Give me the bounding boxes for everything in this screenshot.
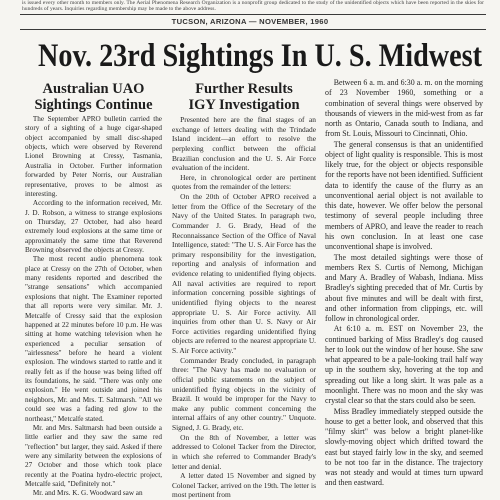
headline bbox=[0, 34, 500, 74]
paragraph: On the 8th of November, a letter was addressed to Colonel Tacker from the Director, in which she referred to Commander Brady's letter and denial. bbox=[172, 432, 316, 471]
article-body bbox=[25, 115, 162, 500]
paragraph: Mr. and Mrs. K. G. Woodward saw an bbox=[32, 489, 143, 498]
article-heading bbox=[25, 81, 162, 113]
paragraph: Commander Brady concluded, in paragraph three: "The Navy has made no evaluation or official public statements on the subject of unidentified flying objects in the vicinity of Brazil. It would be improper for the Navy to make any public comment concerning the internal affairs of any other country." Unquote. Signed, J. G. Brady, etc. bbox=[172, 355, 316, 432]
article-heading-line: Further Results bbox=[195, 81, 293, 97]
paragraph: Mr. and Mrs. Saltmarsh had been outside a little earlier and they saw the same red "reflection" but larger, they said. Asked if there were any similarity between the explosions of 27 October and those which took place recently at the Poatina hydro-electric project, Metcalfe said, "Definitely not." bbox=[25, 423, 162, 489]
dateline: TUCSON, ARIZONA — NOVEMBER, 1960 bbox=[171, 17, 329, 26]
paragraph: The most detailed sightings were those of members Rex S. Curtis of Nemong, Michigan and Mary A. Bradley of Wabash, Indiana. Miss Bradley's sighting preceded that of Mr. Curtis by about five minutes and will be dealt with first, and other information from clippings, etc. will follow in chronological order. bbox=[325, 252, 483, 324]
top-rule bbox=[20, 14, 486, 15]
article-body bbox=[172, 115, 316, 500]
headline-text: Nov. 23rd Sightings In U. S. Midwest bbox=[38, 38, 482, 74]
paragraph: On the 20th of October APRO received a letter from the Office of the Secretary of the Navy of the United States. In paragraph two, Commander J. G. Brady, Head of the Reconnaissance Section of the Office of Naval Intelligence, stated: "The U. S. Air Force has the primary responsibility for the investigation, reporting and analysis of information and evidence relating to unidentified flying objects. All naval activities are required to report information concerning possible sightings of unidentified flying objects to the nearest appropriate U. S. Air Force activity. All inquiries from other than U. S. Navy or Air Force activities regarding unidentified flying objects are referred to the nearest appropriate U. S. Air Force activity." bbox=[172, 192, 316, 355]
article-midwest-sightings bbox=[325, 78, 483, 498]
paragraph: At 6:10 a. m. EST on November 23, the continued barking of Miss Bradley's dog caused her to look out the window of her house. She saw what appeared to be a pale-looking trail half way up in the southern sky, hovering at the top and spreading out like a long skirt. It was pale as a moonlight. There was no moon and the sky was crystal clear so that the stars could also be seen. bbox=[325, 324, 483, 406]
article-body bbox=[325, 78, 483, 498]
article-australian-sightings bbox=[25, 81, 162, 500]
article-heading bbox=[172, 81, 316, 113]
article-heading-line: Australian UAO bbox=[42, 81, 145, 97]
paragraph: A letter dated 15 November and signed by Colonel Tacker, arrived on the 19th. The letter is most pertinent from bbox=[172, 471, 316, 500]
article-igy-investigation bbox=[172, 81, 316, 500]
paragraph: The September APRO bulletin carried the story of a sighting of a huge cigar-shaped object accompanied by small disc-shaped objects, which were observed by Reverend Lionel Browning at Cressy, Tasmania, Australia in October. Further information forwarded by Peter Norris, our Australian representative, proves to be almost as interesting. bbox=[25, 115, 162, 198]
article-heading-line: IGY Investigation bbox=[188, 97, 300, 113]
paragraph: Here, in chronological order are pertinent quotes from the remainder of the letters: bbox=[172, 172, 316, 192]
paragraph: Presented here are the final stages of an exchange of letters dealing with the Trindade Island incident—an effort to resolve the perplexing conflict between the official Brazilian conclusion and the U. S. Air Force evaluation of the incident. bbox=[172, 115, 316, 173]
paragraph: The general consensus is that an unidentified object of light quality is responsible. This is most likely true, for the object or objects responsible for the reports have not been identified. Sufficient data to identify the cause of the flurry as an unconventional aerial object is not available to this date, however. We offer below the personal testimony of several people including three members of APRO, and leave the reader to reach his own conclusion. In at least one case unconventional shape is involved. bbox=[325, 139, 483, 252]
paragraph: Between 6 a. m. and 6:30 a. m. on the morning of 23 November 1960, something or a combination of several things were observed by thousands of viewers in the mid-west from as far north as Ontario, Canada south to Indiana, and from St. Louis, Missouri to Cincinnati, Ohio. bbox=[325, 78, 483, 139]
paragraph: The most recent audio phenomena took place at Cressy on the 27th of October, when many residents reported and described the "strange sensations" which accompanied explosions that night. The Examiner reported that all reports were very similar. Mr. J. Metcalfe of Cressy said that the explosion happened at 22 minutes before 10 p.m. He was sitting at home watching television when he experienced a peculiar sensation of "airlessness" before he heard a violent explosion. The windows started to rattle and it really felt as if the house was being lifted off its foundations, he said. "There was only one explosion." He went outside and joined his neighbors, Mr. and Mrs. T. Saltmarsh. "All we could see was a fading red glow to the northeast," Metcalfe stated. bbox=[25, 255, 162, 423]
masthead-note: is issued every other month to members only. The Aerial Phenomena Research Organization is a nonprofit group dedicated to the study of the unidentified objects which have been reported in the skies for hundreds of years. Inquiries regarding membership may be made to the above address. bbox=[22, 0, 484, 12]
paragraph: According to the information received, Mr. J. D. Robson, a witness to strange explosions on Thursday, 27 October, had also heard extremely loud explosions at the same time or approximately the same time that Reverend Browning observed the objects at Cressy. bbox=[25, 199, 162, 255]
article-heading-line: Sightings Continue bbox=[34, 97, 153, 113]
dateline-rule bbox=[20, 29, 486, 30]
paragraph: Miss Bradley immediately stepped outside the house to get a better look, and observed that this "filmy skirt" was below a bright planet-like slowly-moving object which drifted toward the east but stayed fairly low in the sky, and seemed to be not too far in the distance. The trajectory was not steady and would at times turn upward and then eastward. bbox=[325, 406, 483, 488]
